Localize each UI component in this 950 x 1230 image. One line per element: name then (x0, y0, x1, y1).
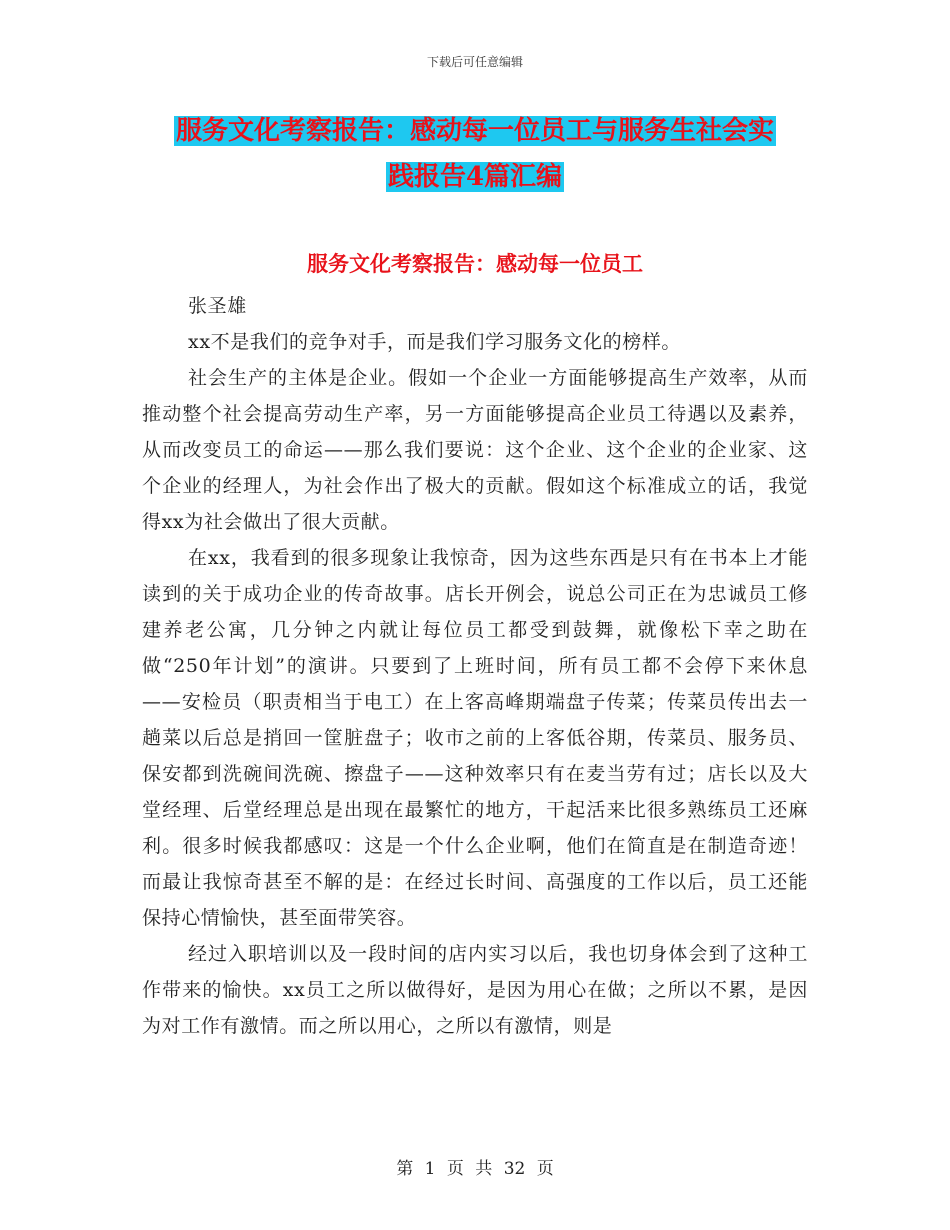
section-title: 服务文化考察报告：感动每一位员工 (307, 251, 643, 276)
document-title (140, 108, 810, 200)
body-paragraph: xx不是我们的竞争对手，而是我们学习服务文化的榜样。 (188, 331, 682, 353)
document-body (142, 288, 808, 1044)
author-line: 张圣雄 (188, 295, 247, 317)
document-title-line-1: 服务文化考察报告：感动每一位员工与服务生社会实 (175, 116, 774, 146)
body-paragraph: 经过入职培训以及一段时间的店内实习以后，我也切身体会到了这种工作带来的愉快。xx员工之所以做得好，是因为用心在做；之所以不累，是因为对工作有激情。而之所以用心，之所以有激情，则是 (142, 943, 808, 1037)
document-title-line-2: 践报告4篇汇编 (387, 162, 563, 192)
page-footer: 第 1 页 共 32 页 (396, 1159, 554, 1179)
body-paragraph: 社会生产的主体是企业。假如一个企业一方面能够提高生产效率，从而推动整个社会提高劳动生产率，另一方面能够提高企业员工待遇以及素养，从而改变员工的命运——那么我们要说：这个企业、这个企业的企业家、这个企业的经理人，为社会作出了极大的贡献。假如这个标准成立的话，我觉得xx为社会做出了很大贡献。 (142, 367, 808, 533)
header-note: 下载后可任意编辑 (426, 55, 523, 69)
body-paragraph: 在xx，我看到的很多现象让我惊奇，因为这些东西是只有在书本上才能读到的关于成功企业的传奇故事。店长开例会，说总公司正在为忠诚员工修建养老公寓，几分钟之内就让每位员工都受到鼓舞，就像松下幸之助在做“250年计划”的演讲。只要到了上班时间，所有员工都不会停下来休息——安检员（职责相当于电工）在上客高峰期端盘子传菜；传菜员传出去一趟菜以后总是捎回一筐脏盘子；收市之前的上客低谷期，传菜员、服务员、保安都到洗碗间洗碗、擦盘子——这种效率只有在麦当劳有过；店长以及大堂经理、后堂经理总是出现在最繁忙的地方，干起活来比很多熟练员工还麻利。很多时候我都感叹：这是一个什么企业啊，他们在简直是在制造奇迹！而最让我惊奇甚至不解的是：在经过长时间、高强度的工作以后，员工还能保持心情愉快，甚至面带笑容。 (142, 547, 808, 929)
